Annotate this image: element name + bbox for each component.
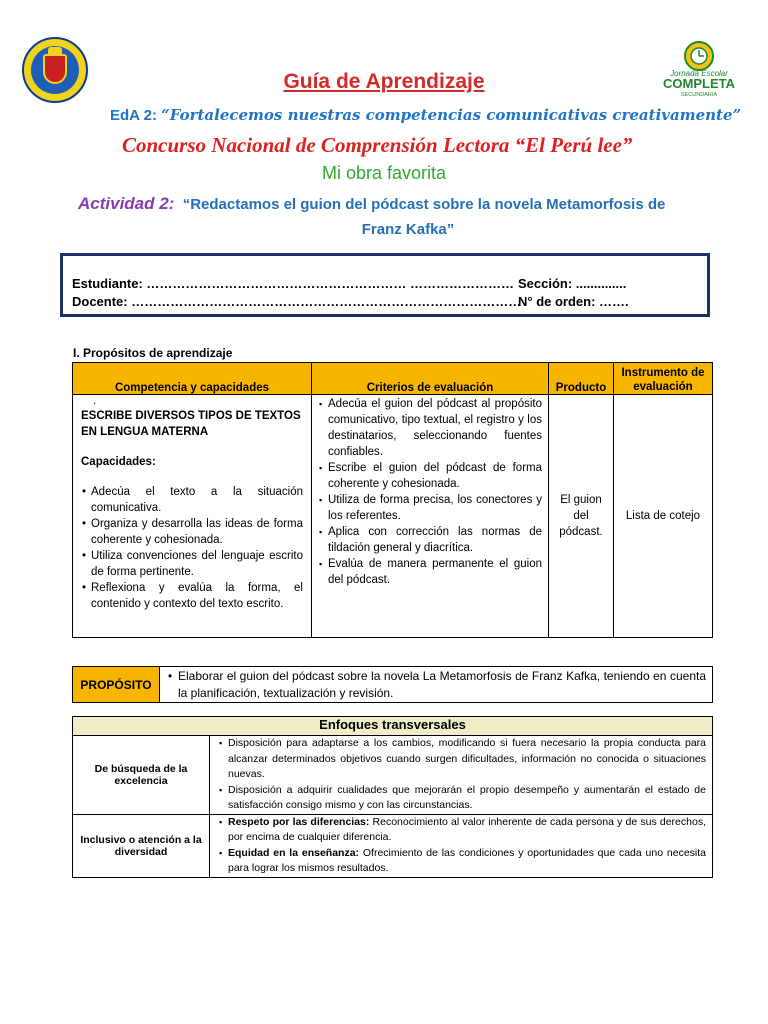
eda-line: [110, 106, 741, 124]
logo-text-top: Jornada Escolar: [670, 69, 728, 78]
enfoque-item-bold: Equidad en la enseñanza:: [228, 846, 360, 859]
capacidades-label: Capacidades:: [81, 456, 156, 468]
enfoque-item: [228, 815, 706, 846]
col-instrumento: Instrumento de evaluación: [614, 363, 713, 395]
actividad-line2: Franz Kafka”: [361, 221, 455, 238]
col-producto: Producto: [549, 363, 614, 395]
criterio-item: ▪ Escribe el guion del pódcast de forma coherente y cohesionada.: [328, 460, 542, 492]
enfoque-item: [228, 783, 706, 814]
proposito-cell: [160, 667, 713, 703]
capacidad-item: • Organiza y desarrolla las ideas de forma coherente y cohesionada.: [91, 516, 303, 548]
capacidades-list: [81, 484, 303, 612]
proposito-text: Elaborar el guion del pódcast sobre la novela La Metamorfosis de Franz Kafka, teniendo en cuenta la planificación, textualización y revisión.: [178, 669, 706, 700]
logo-text-main: COMPLETA: [663, 76, 735, 91]
student-info-box: [60, 253, 710, 317]
actividad-label: Actividad 2: [78, 194, 169, 213]
enfoque-item-text: Reconocimiento al valor inherente de cada persona y de sus derechos, por encima de cualquier diferencia.: [228, 815, 706, 843]
section-heading: I. Propósitos de aprendizaje: [73, 346, 233, 360]
enfoque-item-text: Ofrecimiento de las condiciones y oportunidades que cada uno necesita para lograr los mismos resultados.: [228, 846, 706, 874]
proposito-table: [72, 666, 713, 703]
competencia-title: ESCRIBE DIVERSOS TIPOS DE TEXTOS EN LENGUA MATERNA: [81, 410, 301, 438]
eda-label: EdA 2:: [110, 107, 157, 124]
enfoque-item-bold: Respeto por las diferencias:: [228, 815, 370, 828]
enfoque-item: [228, 846, 706, 877]
enfoque-list: [214, 815, 706, 877]
capacidad-item: • Reflexiona y evalúa la forma, el contenido y contexto del texto escrito.: [91, 580, 303, 612]
orden-field[interactable]: N° de orden: …….: [518, 294, 629, 309]
propositos-table: [72, 362, 713, 638]
docente-field[interactable]: Docente: ………………………………………………………………………………: [72, 294, 522, 309]
enfoque-item-text: Disposición para adaptarse a los cambios, modificando si fuera necesario la propia conducta para alcanzar determinados objetivos cuando surgen dificultades, información no conocida o situaciones nuevas.: [228, 737, 706, 780]
criterio-item: ▪ Utiliza de forma precisa, los conectores y los referentes.: [328, 492, 542, 524]
enfoque-name: De búsqueda de la excelencia: [73, 736, 210, 815]
col-criterios: Criterios de evaluación: [312, 363, 549, 395]
capacidad-item: • Utiliza convenciones del lenguaje escrito de forma pertinente.: [91, 548, 303, 580]
enfoque-list: [214, 736, 706, 814]
proposito-label: PROPÓSITO: [73, 667, 160, 703]
producto-cell: El guion del pódcast.: [549, 395, 614, 638]
enfoques-table: [72, 716, 713, 878]
proposito-bullet-icon: •: [168, 669, 173, 683]
capacidad-item: • Adecúa el texto a la situación comunicativa.: [91, 484, 303, 516]
col-competencia: Competencia y capacidades: [73, 363, 312, 395]
enfoque-items: [210, 736, 713, 815]
seccion-field[interactable]: Sección: ..............: [518, 276, 627, 291]
competencia-cell: [73, 395, 312, 638]
competencia-dot: .: [93, 395, 97, 407]
criterio-item: ▪ Aplica con corrección las normas de tildación general y diacrítica.: [328, 524, 542, 556]
concurso-title: Concurso Nacional de Comprensión Lectora “El Perú lee”: [122, 133, 633, 157]
enfoque-item-text: Disposición a adquirir cualidades que mejorarán el propio desempeño y aumentarán el estado de satisfacción consigo mismo y con las circunstancias.: [228, 783, 706, 811]
enfoque-items: [210, 814, 713, 877]
eda-text: “Fortalecemos nuestras competencias comunicativas creativamente”: [161, 106, 742, 124]
criterio-item: ▪ Evalúa de manera permanente el guion del pódcast.: [328, 556, 542, 588]
criterio-item: ▪ Adecúa el guion del pódcast al propósito comunicativo, tipo textual, el registro y los destinatarios, seleccionando fuentes confiables.: [328, 396, 542, 460]
logo-text-bottom: SECUNDARIA: [680, 92, 718, 98]
criterios-list: [318, 396, 542, 588]
estudiante-field[interactable]: Estudiante: …………………………………………………… ……………………: [72, 276, 515, 291]
enfoque-name: Inclusivo o atención a la diversidad: [73, 814, 210, 877]
enfoque-item: [228, 736, 706, 783]
actividad-sep: :: [168, 194, 175, 213]
actividad-line1: “Redactamos el guion del pódcast sobre la novela Metamorfosis de: [182, 196, 666, 213]
obra-subtitle: Mi obra favorita: [321, 163, 447, 183]
criterios-cell: [312, 395, 549, 638]
instrumento-cell: Lista de cotejo: [614, 395, 713, 638]
enfoques-title: Enfoques transversales: [73, 717, 713, 736]
actividad-heading: [78, 191, 738, 242]
page-title: Guía de Aprendizaje: [283, 70, 485, 93]
